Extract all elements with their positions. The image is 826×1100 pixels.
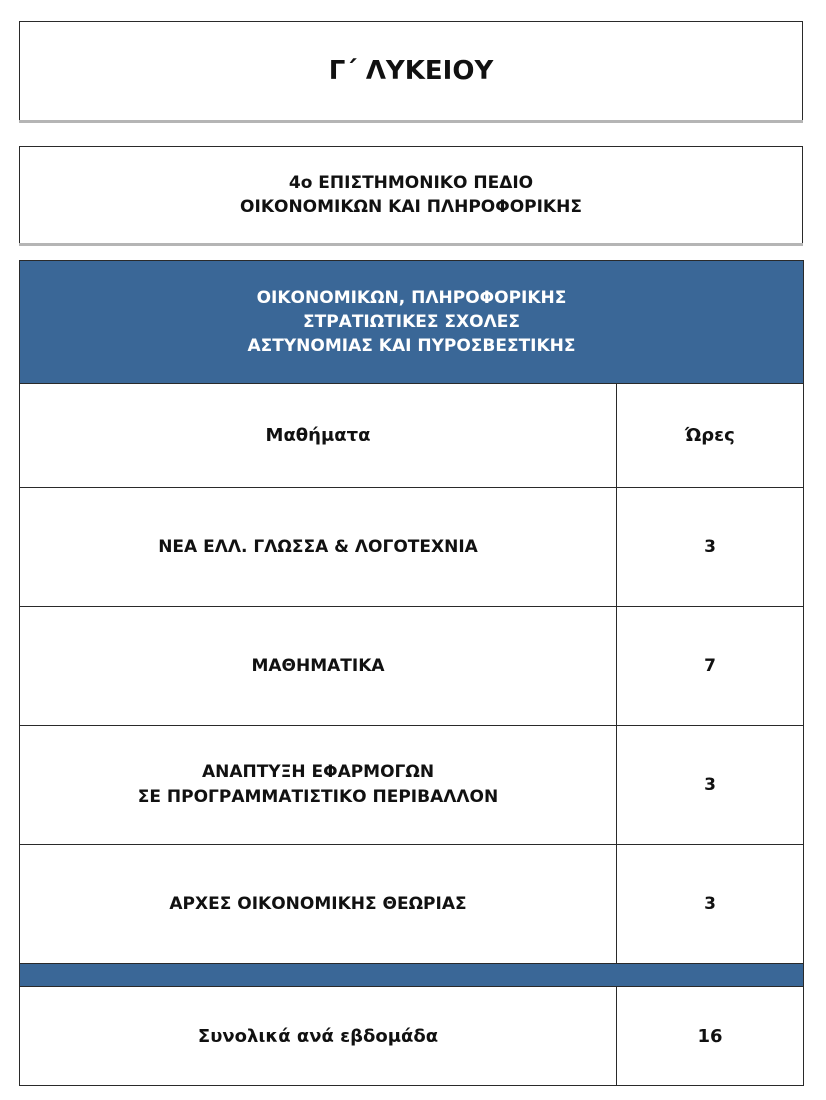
table-row: [20, 845, 804, 964]
field-title-line-1: 4ο ΕΠΙΣΤΗΜΟΝΙΚΟ ΠΕΔΙΟ: [288, 173, 534, 193]
total-label: Συνολικά ανά εβδομάδα: [20, 987, 617, 1086]
table-row: [20, 726, 804, 845]
orientation-banner-row: [20, 261, 804, 384]
field-title: [240, 171, 582, 219]
subject-line-1: ΑΝΑΠΤΥΞΗ ΕΦΑΡΜΟΓΩΝ: [201, 762, 435, 782]
hours-header: Ώρες: [617, 384, 804, 488]
total-row: [20, 987, 804, 1086]
subject-line-1: ΑΡΧΕΣ ΟΙΚΟΝΟΜΙΚΗΣ ΘΕΩΡΙΑΣ: [169, 893, 467, 914]
grade-title: Γ΄ ΛΥΚΕΙΟΥ: [328, 56, 494, 86]
subjects-header: Μαθήματα: [20, 384, 617, 488]
hours-cell: 3: [617, 488, 804, 607]
subject-cell: [20, 488, 617, 607]
hours-cell: 3: [617, 845, 804, 964]
banner-line-2: ΣΤΡΑΤΙΩΤΙΚΕΣ ΣΧΟΛΕΣ: [303, 312, 520, 332]
subject-cell: [20, 726, 617, 845]
total-hours: 16: [617, 987, 804, 1086]
schedule-table: [19, 260, 804, 1086]
header-row: [20, 384, 804, 488]
hours-cell: 3: [617, 726, 804, 845]
hours-cell: 7: [617, 607, 804, 726]
orientation-banner: [20, 261, 804, 384]
grade-title-box: [19, 21, 803, 121]
subject-line-2: ΣΕ ΠΡΟΓΡΑΜΜΑΤΙΣΤΙΚΟ ΠΕΡΙΒΑΛΛΟΝ: [137, 787, 499, 807]
banner-line-3: ΑΣΤΥΝΟΜΙΑΣ ΚΑΙ ΠΥΡΟΣΒΕΣΤΙΚΗΣ: [247, 336, 576, 356]
field-title-line-2: ΟΙΚΟΝΟΜΙΚΩΝ ΚΑΙ ΠΛΗΡΟΦΟΡΙΚΗΣ: [240, 197, 582, 217]
separator-row: [20, 964, 804, 987]
subject-line-1: ΜΑΘΗΜΑΤΙΚΑ: [251, 655, 385, 676]
separator-bar: [20, 964, 804, 987]
subject-line-1: ΝΕΑ ΕΛΛ. ΓΛΩΣΣΑ & ΛΟΓΟΤΕΧΝΙΑ: [158, 536, 478, 557]
subject-cell: [20, 607, 617, 726]
banner-line-1: ΟΙΚΟΝΟΜΙΚΩΝ, ΠΛΗΡΟΦΟΡΙΚΗΣ: [256, 288, 567, 308]
field-title-box: [19, 146, 803, 244]
table-row: [20, 488, 804, 607]
subject-cell: [20, 845, 617, 964]
table-row: [20, 607, 804, 726]
